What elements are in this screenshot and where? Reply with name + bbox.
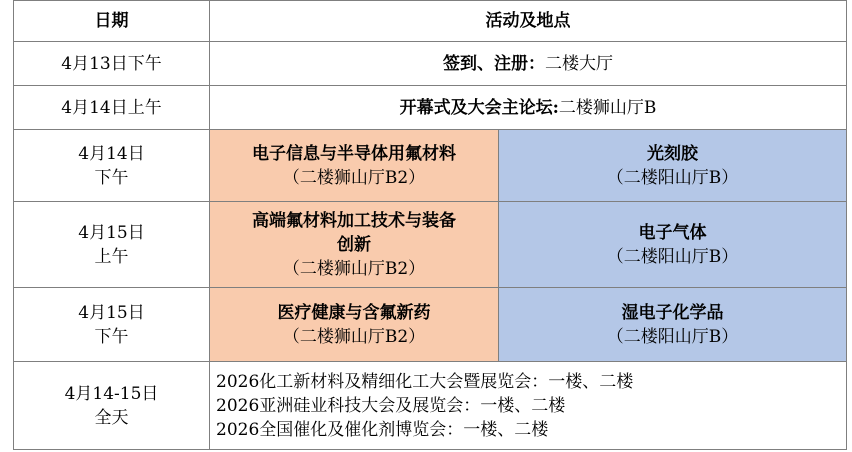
table-row (14, 42, 847, 86)
activity-label: 签到、注册： (443, 53, 545, 74)
row-date: 4月14日上午 (14, 86, 210, 130)
session-title: 湿电子化学品 (621, 302, 724, 323)
header-date: 日期 (14, 1, 210, 42)
session-title: 电子信息与半导体用氟材料 (252, 143, 456, 164)
table-row (14, 86, 847, 130)
session-left (210, 130, 499, 202)
date-line: 4月14-15日 (64, 383, 159, 404)
session-title: 光刻胶 (647, 143, 698, 164)
date-line: 4月15日 (78, 222, 145, 243)
session-place: （二楼狮山厅B2） (282, 326, 426, 347)
date-line: 下午 (94, 326, 129, 347)
session-right (499, 202, 847, 288)
date-line: 全天 (94, 407, 129, 428)
expo-item: 2026亚洲硅业科技大会及展览会：一楼、二楼 (216, 395, 566, 416)
table-row (14, 202, 847, 288)
session-left (210, 202, 499, 288)
session-title: 医疗健康与含氟新药 (277, 302, 431, 323)
session-place: （二楼狮山厅B2） (282, 258, 426, 279)
date-line: 上午 (94, 246, 129, 267)
expo-list (210, 362, 847, 450)
row-activity (210, 42, 847, 86)
table-row (14, 130, 847, 202)
table-row (14, 362, 847, 450)
session-place: （二楼阳山厅B） (606, 326, 739, 347)
session-right (499, 130, 847, 202)
session-right (499, 288, 847, 362)
schedule-table (13, 0, 847, 450)
activity-label: 开幕式及大会主论坛: (399, 97, 559, 118)
activity-place: 二楼大厅 (545, 53, 613, 74)
session-place: （二楼阳山厅B） (606, 167, 739, 188)
date-line: 4月14日 (78, 143, 145, 164)
session-title: 高端氟材料加工技术与装备 (252, 210, 456, 231)
row-date (14, 202, 210, 288)
session-place: （二楼阳山厅B） (606, 246, 739, 267)
session-title: 创新 (337, 234, 371, 255)
row-date (14, 362, 210, 450)
expo-item: 2026化工新材料及精细化工大会暨展览会：一楼、二楼 (216, 371, 634, 392)
header-activity: 活动及地点 (210, 1, 847, 42)
date-line: 下午 (94, 167, 129, 188)
date-line: 4月15日 (78, 302, 145, 323)
header-row (14, 1, 847, 42)
table-row (14, 288, 847, 362)
row-date (14, 288, 210, 362)
row-date (14, 130, 210, 202)
expo-item: 2026全国催化及催化剂博览会：一楼、二楼 (216, 419, 549, 440)
session-left (210, 288, 499, 362)
activity-place: 二楼狮山厅B (558, 97, 657, 118)
session-place: （二楼狮山厅B2） (282, 167, 426, 188)
row-activity (210, 86, 847, 130)
row-date: 4月13日下午 (14, 42, 210, 86)
session-title: 电子气体 (638, 222, 707, 243)
